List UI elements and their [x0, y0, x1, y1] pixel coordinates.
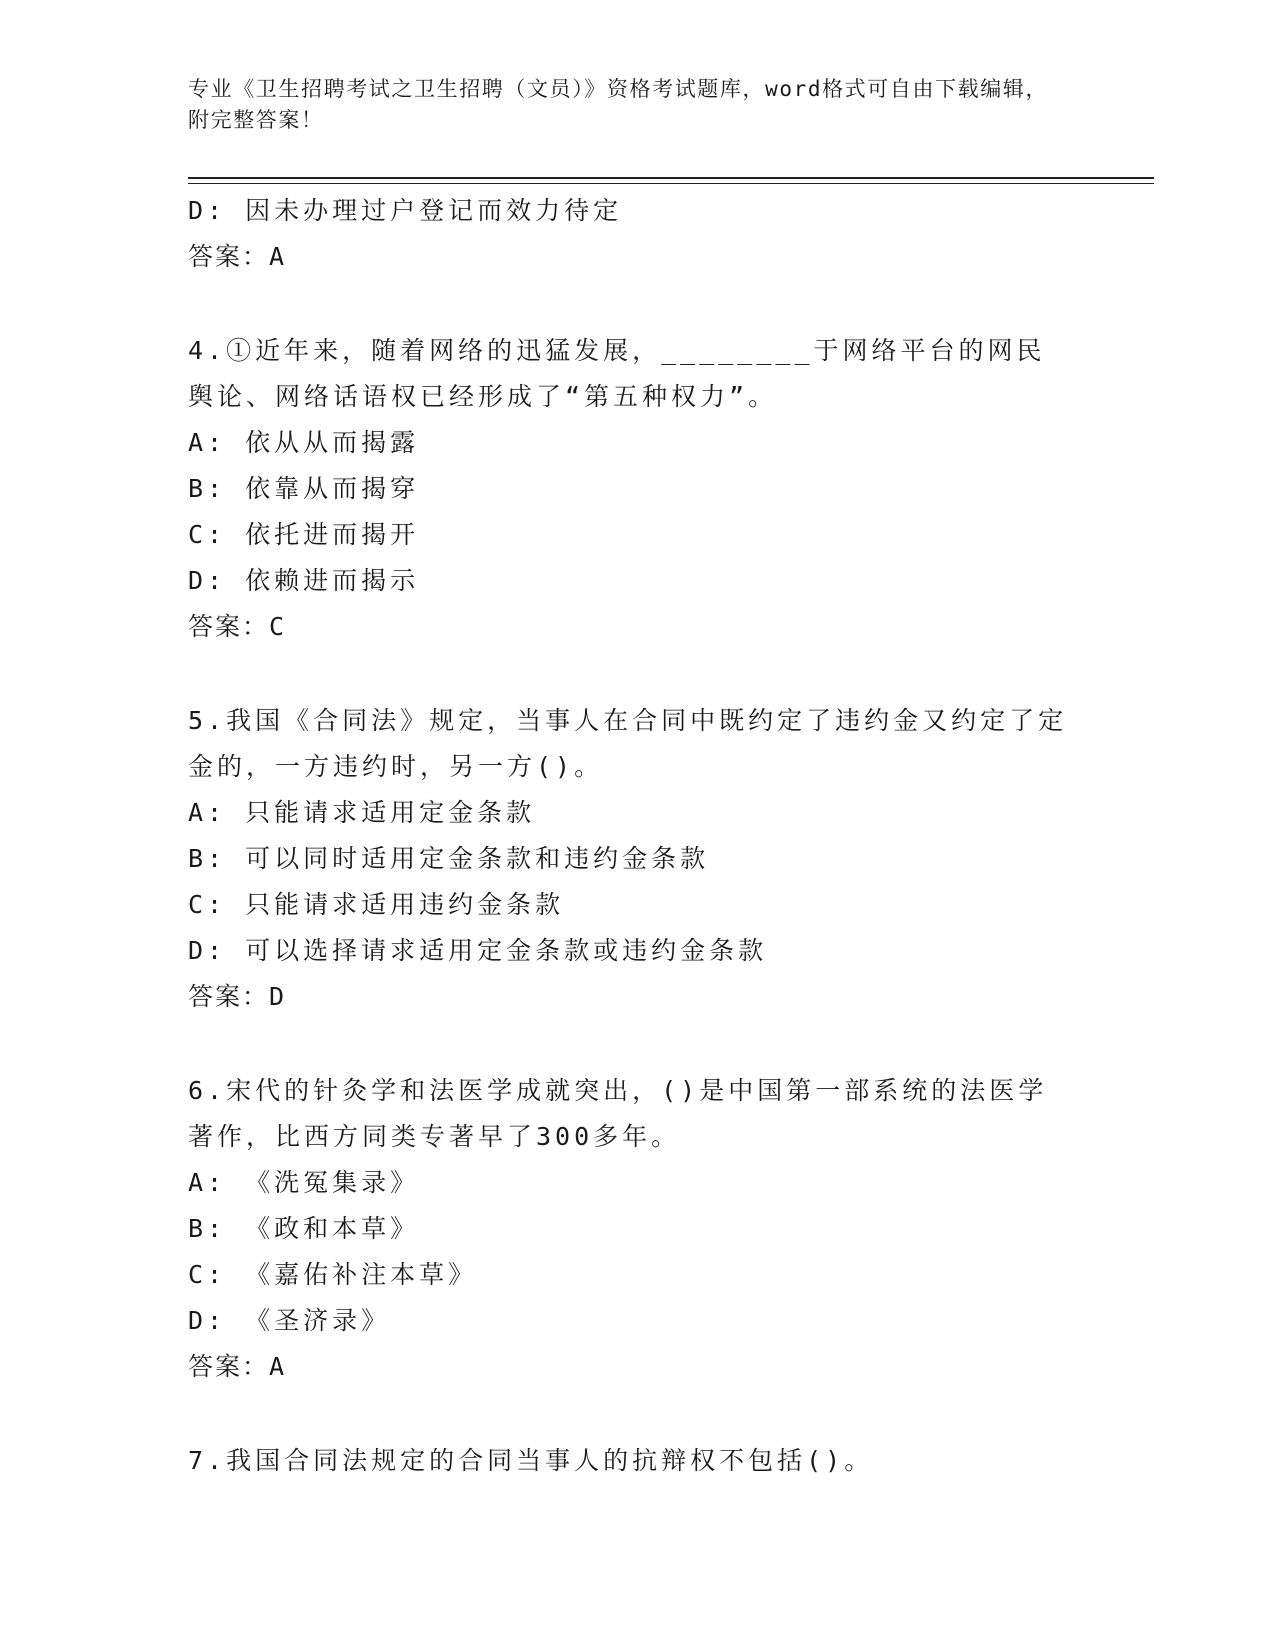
header-rule-thick — [188, 177, 1154, 179]
question-7 — [188, 1438, 1068, 1484]
option-a: A: 《洗冤集录》 — [188, 1168, 420, 1197]
answer-label: 答案：D — [188, 982, 287, 1011]
option-b: B: 《政和本草》 — [188, 1214, 420, 1243]
document-header: 专业《卫生招聘考试之卫生招聘（文员）》资格考试题库，word格式可自由下载编辑，附完整答案！ — [188, 77, 1049, 132]
answer-label: 答案：A — [188, 1352, 287, 1381]
option-d: D: 可以选择请求适用定金条款或违约金条款 — [188, 936, 768, 965]
question-text: 6.宋代的针灸学和法医学成就突出，()是中国第一部系统的法医学著作，比西方同类专著早了300多年。 — [188, 1076, 1048, 1151]
header-rule-thin — [188, 183, 1154, 184]
question-text: 5.我国《合同法》规定，当事人在合同中既约定了违约金又约定了定金的，一方违约时，另一方()。 — [188, 706, 1068, 781]
question-5 — [188, 698, 1068, 1020]
option-a: A: 只能请求适用定金条款 — [188, 798, 536, 827]
option-b: B: 依靠从而揭穿 — [188, 474, 420, 503]
option-d: D: 《圣济录》 — [188, 1306, 391, 1335]
answer-label: 答案：C — [188, 612, 287, 641]
option-b: B: 可以同时适用定金条款和违约金条款 — [188, 844, 710, 873]
answer-label: 答案：A — [188, 242, 287, 271]
option-d: D: 因未办理过户登记而效力待定 — [188, 196, 623, 225]
option-a: A: 依从从而揭露 — [188, 428, 420, 457]
question-6 — [188, 1068, 1068, 1390]
option-c: C: 依托进而揭开 — [188, 520, 420, 549]
question-text: 7.我国合同法规定的合同当事人的抗辩权不包括()。 — [188, 1446, 874, 1475]
option-c: C: 只能请求适用违约金条款 — [188, 890, 565, 919]
question-list — [188, 188, 1068, 1484]
option-d: D: 依赖进而揭示 — [188, 566, 420, 595]
question-text: 4.①近年来，随着网络的迅猛发展，________于网络平台的网民舆论、网络话语权已经形成了“第五种权力”。 — [188, 336, 1046, 411]
question-4 — [188, 328, 1068, 650]
option-c: C: 《嘉佑补注本草》 — [188, 1260, 478, 1289]
